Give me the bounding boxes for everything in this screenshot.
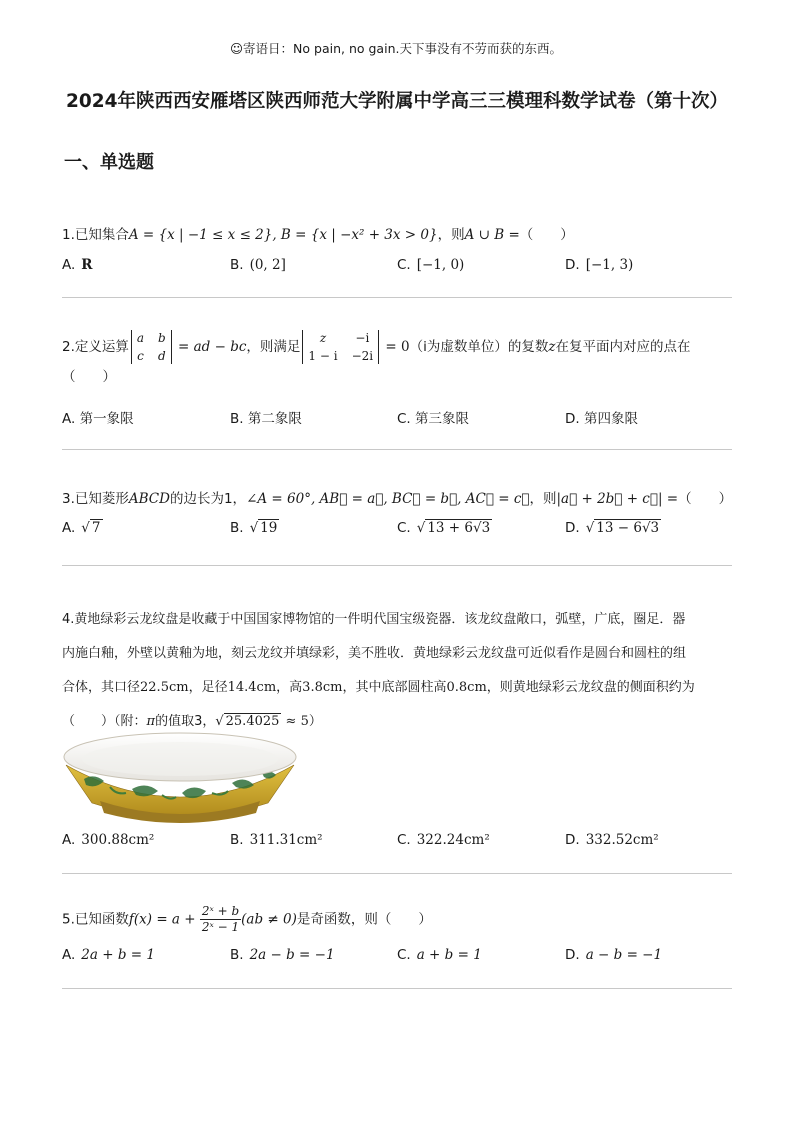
q2-option-a[interactable]: A. 第一象限 <box>62 411 134 427</box>
q1-math-union: A ∪ B <box>464 227 505 243</box>
divider <box>62 297 732 298</box>
question-1-stem: 1.已知集合A = {x | −1 ≤ x ≤ 2}, B = {x | −x² + 3x > 0}，则A ∪ B =（ ） <box>62 227 574 243</box>
divider <box>62 565 732 566</box>
question-4-stem: 4.黄地绿彩云龙纹盘是收藏于中国国家博物馆的一件明代国宝级瓷器．该龙纹盘敞口，弧壁，广底，圈足．器 内施白釉，外壁以黄釉为地，刻云龙纹并填绿彩，美不胜收．黄地绿彩云龙纹盘可近似看作是圆台和圆柱的组 合体，其口径22.5cm，足径14.4cm，高3.8cm，其中底部圆柱高0.8cm，则黄地绿彩云龙纹盘的侧面积约为 （ ）（附：π的值取3，√ 25.4025 ≈ 5） <box>62 612 695 729</box>
divider <box>62 449 732 450</box>
q2-determinant-definition: a b c d <box>129 330 174 364</box>
q2-option-d[interactable]: D. 第四象限 <box>565 411 638 427</box>
q3-option-d[interactable]: D. √ 13 − 6√3 <box>565 520 660 536</box>
q4-option-b[interactable]: B. 311.31cm² <box>230 832 323 848</box>
divider <box>62 988 732 989</box>
question-1-options <box>62 257 742 279</box>
q2-option-b[interactable]: B. 第二象限 <box>230 411 302 427</box>
question-5-options <box>62 947 742 969</box>
q3-option-a[interactable]: A. √ 7 <box>62 520 101 536</box>
divider <box>62 873 732 874</box>
q5-option-c[interactable]: C. a + b = 1 <box>397 947 482 963</box>
header-motto: ☺寄语日：No pain, no gain.天下事没有不劳而获的东西。 <box>230 41 562 56</box>
q3-math-vectors: ∠A = 60°, AB⃗ = a⃗, BC⃗ = b⃗, AC⃗ = c⃗ <box>246 491 530 507</box>
q2-option-c[interactable]: C. 第三象限 <box>397 411 470 427</box>
question-3-options <box>62 520 742 542</box>
q5-option-d[interactable]: D. a − b = −1 <box>565 947 663 963</box>
q2-determinant-equation: z −i 1 − i −2i <box>300 330 381 364</box>
q4-option-c[interactable]: C. 322.24cm² <box>397 832 490 848</box>
q5-fraction: $\frac{\text{2ˣ + b}}{\text{2ˣ − 1}}$ <box>201 904 240 934</box>
q3-option-b[interactable]: B. √ 19 <box>230 520 278 536</box>
q5-option-a[interactable]: A. 2a + b = 1 <box>62 947 155 963</box>
q1-math-sets: A = {x | −1 ≤ x ≤ 2}, B = {x | −x² + 3x > 0} <box>128 227 438 243</box>
q3-option-c[interactable]: C. √ 13 + 6√3 <box>397 520 491 536</box>
question-5-stem: 5.已知函数f(x) = a + $\frac{\text{2ˣ + b}}{\text{2ˣ − 1}}$ (ab ≠ 0)是奇函数，则（ ） <box>62 904 432 934</box>
question-2-options <box>62 407 742 429</box>
section-heading: 一、单选题 <box>64 152 154 173</box>
q5-option-b[interactable]: B. 2a − b = −1 <box>230 947 335 963</box>
q1-option-c[interactable]: C. [−1, 0) <box>397 257 465 273</box>
question-2-stem: 2.定义运算 a b c d = ad − bc，则满足 z −i 1 − i −2i = 0（i为虚数单位）的复数z在复平面内对应的点在 （ ） <box>62 331 691 385</box>
q4-option-d[interactable]: D. 332.52cm² <box>565 832 659 848</box>
dragon-plate-image <box>62 727 298 823</box>
question-3-stem: 3.已知菱形ABCD的边长为1，∠A = 60°, AB⃗ = a⃗, BC⃗ = b⃗, AC⃗ = c⃗，则|a⃗ + 2b⃗ + c⃗| =（ ） <box>62 491 733 507</box>
q1-option-b[interactable]: B. (0, 2] <box>230 257 286 273</box>
q1-option-d[interactable]: D. [−1, 3) <box>565 257 634 273</box>
q4-option-a[interactable]: A. 300.88cm² <box>62 832 155 848</box>
paper-title: 2024年陕西西安雁塔区陕西师范大学附属中学高三三模理科数学试卷（第十次） <box>66 91 728 112</box>
q1-option-a[interactable]: A. R <box>62 257 93 273</box>
question-4-options <box>62 832 742 854</box>
